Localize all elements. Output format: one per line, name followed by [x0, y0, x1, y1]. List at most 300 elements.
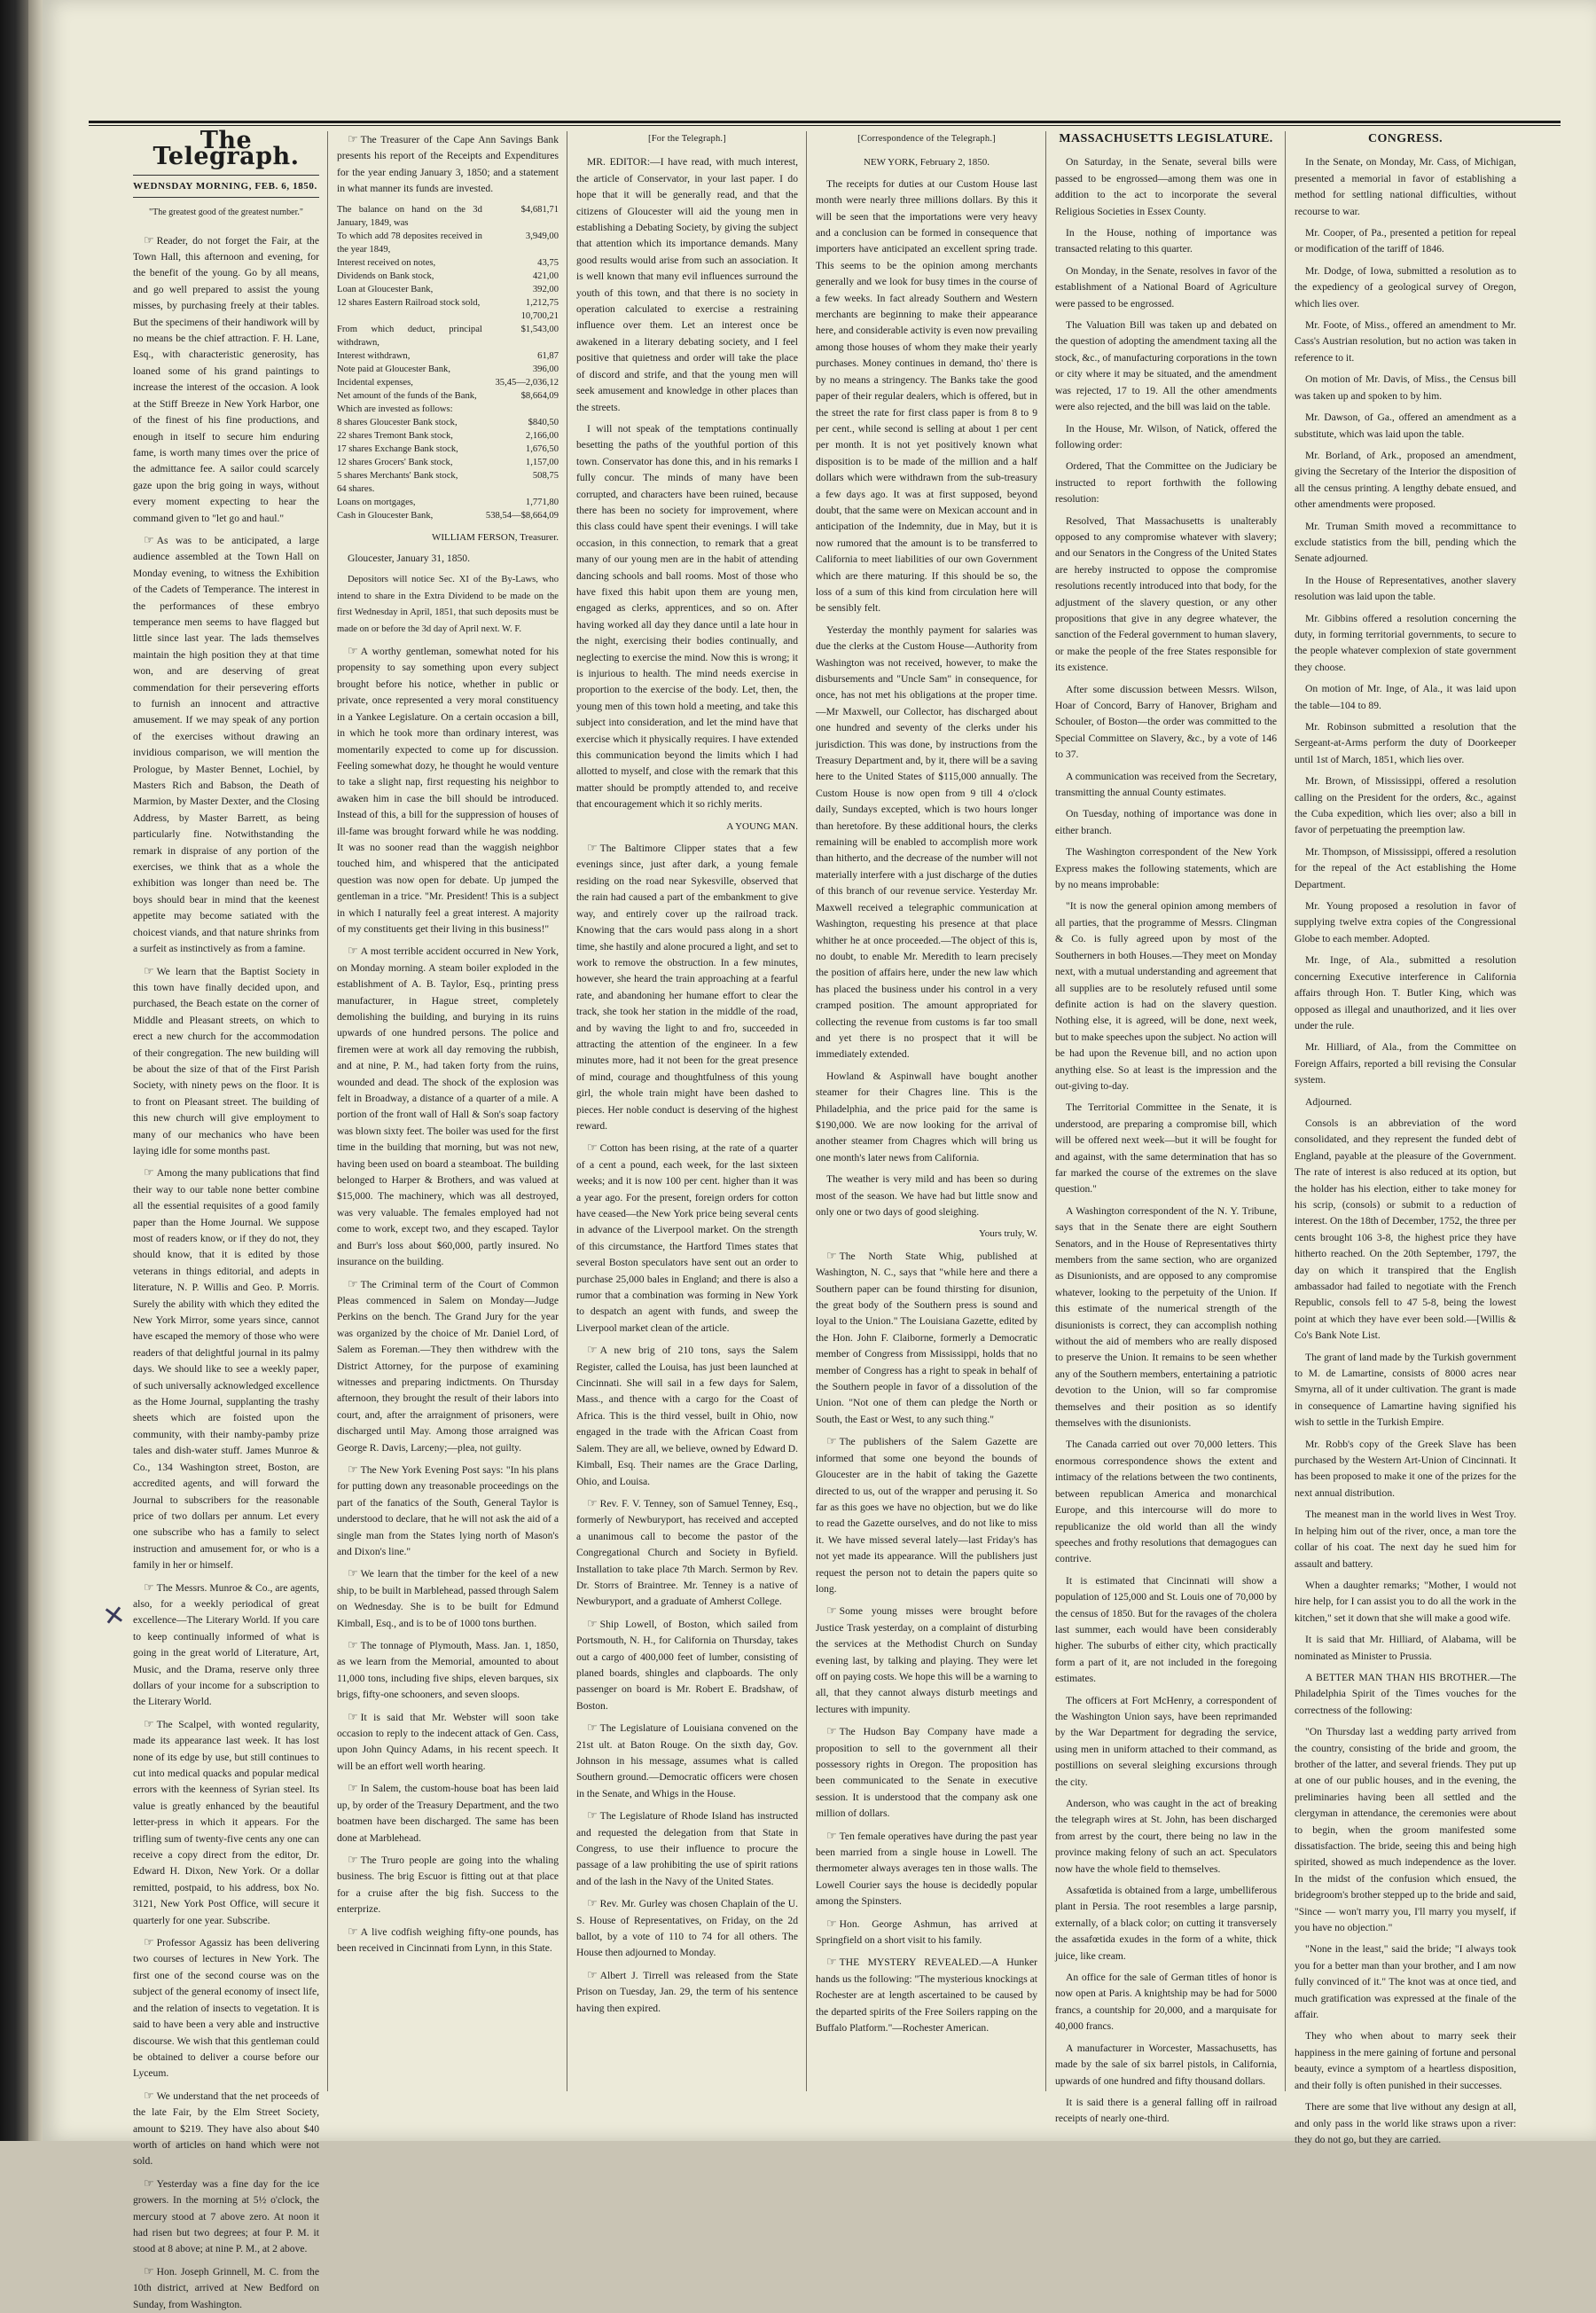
paragraph-text: On Monday, in the Senate, resolves in favor of the establishment of a National Board of Agriculture were passed to be engrossed.: [1055, 264, 1277, 310]
pointing-hand-icon: ☞: [587, 1721, 598, 1735]
article-paragraph: [1055, 459, 1277, 507]
column-5: [1055, 131, 1277, 2125]
paragraph-text: Yesterday was a fine day for the ice growers. In the morning at 5½ o'clock, the mercury stood at 7 above zero. At noon it had risen but two degrees; at four P. M. it stood at 8 above; at nine P. M., at 2 above.: [133, 2177, 319, 2255]
paragraph-text: "On Thursday last a wedding party arrived from the country, consisting of the bride and groom, the brother of the latter, and several friends. They put up at one of our public houses, and in the evening, the preliminaries having been all settled and the clergyman in attendance, the ceremonies were about to begin, when the groom manifested some dissatisfaction. The bride, seeing this and being high spirited, showed as much independence as the lover. In the midst of the confusion which ensued, the bridegroom's brother stepped up to the bride and said, "Since — won't marry you, I'll marry you myself, if you have no objection.": [1295, 1726, 1516, 1934]
paragraph-text: The grant of land made by the Turkish government to M. de Lamartine, consists of 8000 acres near Smyrna, all of it under cultivation. The grant is made in consequence of Lamartine having signified his wish to settle in the Turkish Empire.: [1295, 1351, 1516, 1429]
ledger-row: [337, 469, 559, 482]
paragraph-text: Mr. Cooper, of Pa., presented a petition for repeal or modification of the tariff of 1846.: [1295, 227, 1516, 255]
ledger-item: Loans on mortgages,: [337, 497, 416, 507]
ledger-item: 64 shares.: [337, 483, 375, 494]
correspondent-signature: Yours truly, W.: [978, 1228, 1037, 1240]
paragraph-text: An office for the sale of German titles of honor is now open at Paris. A knightship may be had for 5000 francs, a countship for 20,000, and a marquisate for 40,000 francs.: [1055, 1972, 1277, 2033]
paragraph-text: As was to be anticipated, a large audience assembled at the Town Hall on Monday evening, to witness the Exhibition of the Cadets of Temperance. The interest in the performances of these embryo temperance men seems to have flagged but little since last year. The lads themselves maintain the high position they at that time won, and are deserving of great commendation for their persevering efforts to furnish an innocent and attractive amusement. If we may speak of any portion of the exercises without drawing an invidious comparison, we will mention the Prologue, by Master Bennet, Lochiel, by Masters Rich and Babson, the Death of Marmion, by Master Dexter, and the Closing Address, by Master Barrett, as being particularly fine. Notwithstanding the remark in dispraise of any portion of the exercises, we think that as a whole the exhibition was longer than need be. The boys should bear in mind that the keenest appetite may become satiated with the choicest viands, and that nature shrinks from a surfeit as instinctively as from a famine.: [133, 534, 319, 955]
ledger-item: Interest received on notes,: [337, 257, 436, 268]
report-place-date: Gloucester, January 31, 1850.: [348, 553, 470, 565]
ledger-item: From which deduct, principal withdrawn,: [337, 324, 482, 348]
article-paragraph: [816, 1723, 1037, 1822]
paragraph-text: Mr. Foote, of Miss., offered an amendment to Mr. Cass's Austrian resolution, but no action was taken in reference to it.: [1295, 319, 1516, 364]
pointing-hand-icon: ☞: [826, 1434, 837, 1448]
letter-signature: A YOUNG MAN.: [726, 820, 798, 832]
column-4-head: [Correspondence of the Telegraph.]: [857, 134, 996, 144]
article-paragraph: [133, 1164, 319, 1573]
article-paragraph: [1055, 1796, 1277, 1878]
paragraph-text: The officers at Fort McHenry, a correspondent of the Washington Union says, have been reprimanded by the War Department for degrading the service, using men in uniform attached to their command, as postillions on several sleighing excursions through the city.: [1055, 1694, 1277, 1788]
column-3: [576, 131, 798, 2082]
ledger-amount: $8,664,09: [520, 390, 559, 401]
article-paragraph: [1295, 263, 1516, 312]
article-paragraph: [337, 1780, 559, 1846]
ledger-row: [337, 403, 559, 416]
article-paragraph: [1295, 1116, 1516, 1345]
article-paragraph: [816, 1916, 1037, 1949]
pointing-hand-icon: ☞: [826, 1603, 837, 1618]
ledger-amount: 392,00: [532, 284, 559, 294]
paragraph-text: Mr. Hilliard, of Ala., from the Committee on Foreign Affairs, reported a bill revising the Consular system.: [1295, 1041, 1516, 1086]
article-paragraph: [133, 963, 319, 1160]
paragraph-text: Yesterday the monthly payment for salaries was due the clerks at the Custom House—Authority from Washington was not received, however, to make the disbursements and "Uncle Sam" in consequence, for once, has not met his obligations at the proper time.—Mr Maxwell, our Collector, has discharged about one hundred and seventy of the clerks under his jurisdiction. This was done, by instructions from the Treasury Department and, by it, there will be a saving here to the United States of $115,000 annually. The Custom House is now open from 9 till 4 o'clock daily, Sundays excepted, which is two hours longer than heretofore. By these additional hours, the clerks remaining will be enabled to accomplish more work than hitherto, and the decrease of the number will not materially interfere with a just discharge of the duties of this branch of our revenue service. Yesterday Mr. Maxwell received a telegraphic communication at Washington, requesting his presence at that place whither he at once proceeded.—The object of this is, no doubt, to enable Mr. Meredith to learn precisely the position of affairs here, under the new law which has placed the business under his control in a very cramped position. The amount appropriated for collecting the revenue from customs is far too small and yet there is no prospect that it will be immediately extended.: [816, 623, 1037, 1061]
article-paragraph: [576, 1495, 798, 1611]
article-paragraph: [576, 840, 798, 1134]
paragraph-text: Ordered, That the Committee on the Judiciary be instructed to report forthwith the following resolution:: [1055, 460, 1277, 506]
paragraph-text: Assafœtida is obtained from a large, umbelliferous plant in Persia. The root resembles a large parsnip, externally, of a black color; on cutting it transversely the assafœtida exudes in the form of a white, thick juice, like cream.: [1055, 1885, 1277, 1962]
article-paragraph: [576, 421, 798, 813]
article-paragraph: [576, 1342, 798, 1490]
column-5-head: MASSACHUSETTS LEGISLATURE.: [1059, 132, 1273, 145]
paragraph-text: The Messrs. Munroe & Co., are agents, also, for a weekly periodical of great excellence—The Literary World. If you care to keep continually informed of what is going in the great world of Literature, Art, Music, and the Drama, reserve only three dollars of your income for a subscription to the Literary World.: [133, 1581, 319, 1708]
paragraph-text: In the House of Representatives, another slavery resolution was laid upon the table.: [1295, 574, 1516, 603]
paragraph-text: Rev. Mr. Gurley was chosen Chaplain of the U. S. House of Representatives, on Friday, on the 2d ballot, by a vote of 110 to 74 for all others. The House then adjourned to Monday.: [576, 1898, 798, 1959]
paragraph-text: It is said there is a general falling off in railroad receipts of nearly one-third.: [1055, 2096, 1277, 2125]
column-6-body: [1295, 154, 1516, 2148]
ledger-row: [337, 203, 559, 230]
ledger-row: [337, 349, 559, 363]
ledger-item: Which are invested as follows:: [337, 404, 453, 414]
bylaw-notice: Depositors will notice Sec. XI of the By-Laws, who intend to share in the Extra Dividend to be made on the first Wednesday in April, 1851, that such deposits must be made on or before the 3d day of April next. W. F.: [337, 575, 559, 634]
article-paragraph: [1295, 1670, 1516, 1719]
article-paragraph: [1055, 898, 1277, 1094]
article-paragraph: [133, 2088, 319, 2170]
pointing-hand-icon: ☞: [826, 1828, 837, 1842]
ledger-row: [337, 429, 559, 443]
paragraph-text: Mr. Brown, of Mississippi, offered a resolution calling on the President for the orders, &c., against the Cuba expedition, which lies over; also a bill in favor of perpetuating the preemption law.: [1295, 775, 1516, 836]
ledger-row: [337, 376, 559, 389]
ledger-amount: 508,75: [532, 470, 559, 481]
paragraph-text: Rev. F. V. Tenney, son of Samuel Tenney, Esq., formerly of Newburyport, has received and accepted a unanimous call to become the pastor of the Congregational Church and Society in Byfield. Installation to take place 7th March. Sermon by Rev. Dr. Storrs of Braintree. Mr. Tenney is a native of Newburyport, and a graduate of Amherst College.: [576, 1497, 798, 1608]
article-paragraph: [1295, 844, 1516, 893]
ledger-row: [337, 230, 559, 256]
pointing-hand-icon: ☞: [144, 2088, 154, 2102]
paragraph-text: Adjourned.: [1305, 1095, 1352, 1108]
binding-edge: [28, 0, 43, 2141]
article-paragraph: [1295, 1632, 1516, 1665]
paragraph-text: Consols is an abbreviation of the word consolidated, and they represent the funded debt of England, payable at the pleasure of the Government. The rate of interest is also reduced at its option, but the holder has his election, either to take money for his scrip, (consols) or submit to a reduction of interest. On the 18th of December, 1752, the three per cents brought 106 3-8, the highest price they have hitherto reached. On the 20th September, 1797, the day on which it transpired that the English ambassador had failed to negotiate with the French Republic, consols fell to 47 5-8, being the lowest point at which they have ever been sold.—[Willis & Co's Bank Note List.: [1295, 1117, 1517, 1342]
ledger-item: Loan at Gloucester Bank,: [337, 284, 434, 294]
paragraph-text: It is said that Mr. Hilliard, of Alabama, will be nominated as Minister to Prussia.: [1295, 1634, 1516, 1662]
ledger-row: [337, 509, 559, 522]
article-paragraph: [576, 1807, 798, 1890]
pointing-hand-icon: ☞: [587, 1141, 598, 1155]
paragraph-text: Professor Agassiz has been delivering two courses of lectures in New York. The first one of the second course was on the subject of the general economy of insect life, and the relation of insects to vegetation. It is said to have been a very able and instructive discourse. We wish that this gentleman could be obtained to deliver a course before our Lyceum.: [133, 1937, 319, 2080]
article-paragraph: [337, 1709, 559, 1776]
paragraph-text: "It is now the general opinion among members of all parties, that the programme of Messrs. Clingman & Co. is fully agreed upon by most of the Southerners in both Houses.—They meet on Monday next, with a mutual understanding and agreement that all supplies are to be resolutely refused until some definite action is had on the slavery question. Nothing else, it is agreed, will be done, next week, but to make speeches upon the subject. No action will be had upon the Revenue bill, and no action upon anything else. So at least is the impression and the out-giving to-day.: [1055, 900, 1277, 1092]
ledger-row: [337, 283, 559, 296]
ledger-row: [337, 496, 559, 509]
column-4-body: [816, 1248, 1037, 2037]
article-paragraph: [1055, 225, 1277, 258]
ledger-row: [337, 482, 559, 496]
paragraph-text: Mr. Borland, of Ark., proposed an amendment, giving the Secretary of the Interior the disposition of all the census printing. A lengthy debate ensued, and other amendments were proposed.: [1295, 449, 1516, 511]
paragraph-text: Hon. Joseph Grinnell, M. C. from the 10th district, arrived at New Bedford on Sunday, from Washington.: [133, 2265, 319, 2310]
article-paragraph: [1055, 1437, 1277, 1567]
article-paragraph: [1055, 1883, 1277, 1964]
article-paragraph: [1055, 2095, 1277, 2128]
article-paragraph: [576, 154, 798, 416]
paragraph-text: Mr. Dawson, of Ga., offered an amendment as a substitute, which was laid upon the table.: [1295, 412, 1516, 440]
ledger-row: [337, 310, 559, 323]
article-paragraph: [1295, 681, 1516, 714]
paragraph-text: In the Senate, on Monday, Mr. Cass, of Michigan, presented a memorial in favor of establishing a method for settling national difficulties, without recourse to war.: [1295, 156, 1516, 217]
ledger-row: [337, 270, 559, 283]
ledger-item: 5 shares Merchants' Bank stock,: [337, 470, 458, 481]
column-2-body: [337, 643, 559, 1956]
pointing-hand-icon: ☞: [144, 2263, 154, 2278]
paragraph-text: Mr. Gibbins offered a resolution concerning the duty, in forming territorial governments, to secure to the people whatever complexion of state government they choose.: [1295, 612, 1516, 673]
pointing-hand-icon: ☞: [587, 1896, 598, 1910]
ledger-item: 22 shares Tremont Bank stock,: [337, 430, 453, 441]
motto: "The greatest good of the greatest number.": [149, 208, 303, 218]
article-paragraph: [1055, 1573, 1277, 1688]
article-paragraph: [1055, 844, 1277, 893]
paragraph-text: They who when about to marry seek their happiness in the mere gaining of fortune and personal beauty, evince a symptom of a heartless disposition, and their folly is often punished in their successes.: [1295, 2030, 1516, 2091]
article-paragraph: [816, 1603, 1037, 1718]
ledger-row: [337, 256, 559, 270]
article-paragraph: [1295, 448, 1516, 514]
article-paragraph: [1055, 1693, 1277, 1791]
ledger-item: 8 shares Gloucester Bank stock,: [337, 417, 458, 427]
article-paragraph: [1055, 263, 1277, 312]
article-paragraph: [1295, 372, 1516, 404]
paragraph-text: The publishers of the Salem Gazette are informed that some one beyond the bounds of Gloucester are in the habit of taking the Gazette directed to us, out of the wrapper and perusing it. So far as this goes we have no objection, but we do like to read the Gazette ourselves, and do not like to miss it. We have missed several lately—last Friday's has not yet made its appearance. Will the publishers just request the person not to detain the papers quite so long.: [816, 1436, 1037, 1595]
article-paragraph: [1055, 1100, 1277, 1197]
paragraph-text: A BETTER MAN THAN HIS BROTHER.—The Philadelphia Spirit of the Times vouches for the correctness of the following:: [1295, 1671, 1516, 1716]
paragraph-text: "None in the least," said the bride; "I always took you for a better man than your brother, and I am now fully convinced of it." The knot was at once tied, and much gratification was expressed at the finale of the affair.: [1295, 1943, 1516, 2021]
article-paragraph: [1055, 1204, 1277, 1432]
paragraph-text: The New York Evening Post says: "In his plans for putting down any treasonable proceedings on the part of the fanatics of the South, General Taylor is understood to declare, that he will not ask the aid of a single man from the States lying north of Mason's and Dixon's line.": [337, 1463, 559, 1557]
article-paragraph: [1295, 1039, 1516, 1088]
paragraph-text: Anderson, who was caught in the act of breaking the telegraph wires at St. John, has been discharged from arrest by the court, there being no law in the province making felony of such an act. Speculators now have the whole field to themselves.: [1055, 1798, 1277, 1875]
paragraph-text: A manufacturer in Worcester, Massachusetts, has made by the sale of six barrel pistols, in California, upwards of one hundred and fifty thousand dollars.: [1055, 2042, 1277, 2087]
paragraph-text: We learn that the timber for the keel of a new ship, to be built in Marblehead, passed through Salem on Wednesday. She is to be built for Edmund Kimball, Esq., and is to be of 1000 tons burthen.: [337, 1568, 559, 1629]
column-1-body: [133, 232, 319, 2313]
pointing-hand-icon: ☞: [348, 1276, 358, 1290]
article-paragraph: [337, 943, 559, 1270]
paragraph-text: Ship Lowell, of Boston, which sailed from Portsmouth, N. H., for California on Thursday, takes out a cargo of 400,000 feet of lumber, consisting of planed boards, shingles and clapboards. The only passenger on board is Mr. Robert E. Bradshaw, of Boston.: [576, 1618, 798, 1712]
paragraph-text: In Salem, the custom-house boat has been laid up, by order of the Treasury Department, and the two boatmen have been discharged. The same has been done at Marblehead.: [337, 1783, 559, 1844]
article-paragraph: [576, 1967, 798, 2017]
ledger-item: Cash in Gloucester Bank,: [337, 510, 434, 521]
paragraph-text: A new brig of 210 tons, says the Salem Register, called the Louisa, has just been launched at Cincinnati. She will sail in a few days for Salem, Mass., and thence with a cargo for the Coast of Africa. This is the third vessel, built in Ohio, now engaged in the trade with the African Coast from Salem. They are all, we believe, owned by Edward D. Kimball, Esq. Their names are the Grace Darling, Ohio, and Louisa.: [576, 1345, 798, 1487]
paragraph-text: Howland & Aspinwall have bought another steamer for their Chagres line. This is the Philadelphia, and the price paid for the same is $190,000. We are now looking for the arrival of another steamer from Chagres which will bring us one month's later news from California.: [816, 1070, 1037, 1164]
ledger-item: Incidental expenses,: [337, 377, 413, 388]
pointing-hand-icon: ☞: [144, 232, 154, 247]
ledger-item: [337, 310, 482, 323]
paragraph-text: The Valuation Bill was taken up and debated on the question of adopting the amendment taxing all the stock, &c., of manufacturing corporations in the town or city where it may be situated, and the amendment was rejected, 17 to 19. All the other amendments were also rejected, and the bill was laid on the table.: [1055, 319, 1277, 413]
article-paragraph: [1295, 611, 1516, 677]
paragraph-text: In the House, nothing of importance was transacted relating to this quarter.: [1055, 227, 1277, 255]
ledger-row: [337, 296, 559, 310]
article-paragraph: [816, 1069, 1037, 1166]
dateline: WEDNSDAY MORNING, FEB. 6, 1850.: [133, 175, 319, 198]
pointing-hand-icon: ☞: [144, 2176, 154, 2190]
ledger-amount: 1,676,50: [525, 443, 559, 454]
ledger-row: [337, 323, 559, 349]
column-rule: [327, 131, 328, 2091]
paragraph-text: I will not speak of the temptations continually besetting the paths of the youthful portion of this town. Conservator has done this, and in his remarks I fully concur. The minds of many have been corrupted, and characters have been ruined, because there has been no society for improvement, where this class could have spent their evenings. I will take occasion, in this connection, to remark that a great many of our young men are in the habit of attending dancing schools and ball rooms. Most of those who have fixed this habit upon them are young men, engaged as clerks, apprentices, and so on. After having worked all day they dance until a late hour in the night, exercising their bodies continually, and neglecting to exercise the mind. Now this is wrong; it is injurious to health. The mind needs exercise in proportion to the exercise of the body. Let, then, the young men of this town hold a meeting, and take this subject into consideration, and let the mind have that exercise which it physically requires. I have extended this communication beyond the limits which I had allotted to myself, and close with the remark that this matter should be promptly attended to, and receive that encouragement which it so richly merits.: [576, 422, 798, 811]
ledger-amount: 1,212,75: [525, 297, 559, 308]
article-paragraph: [816, 1172, 1037, 1220]
article-paragraph: [1295, 2099, 1516, 2148]
ledger-amount: 43,75: [537, 257, 559, 268]
article-paragraph: [1055, 318, 1277, 415]
article-paragraph: [1055, 421, 1277, 454]
ledger-item: 12 shares Eastern Railroad stock sold,: [337, 297, 481, 308]
correspondence-dateline: NEW YORK, February 2, 1850.: [863, 157, 990, 169]
article-paragraph: [133, 1716, 319, 1929]
paragraph-text: A live codfish weighing fifty-one pounds, has been received in Cincinnati from Lynn, in this State.: [337, 1925, 559, 1954]
ledger-amount: 61,87: [537, 350, 559, 361]
article-paragraph: [1295, 410, 1516, 443]
column-2: [337, 131, 559, 2082]
pointing-hand-icon: ☞: [587, 1616, 598, 1630]
pointing-hand-icon: ☞: [348, 1709, 358, 1723]
article-paragraph: [133, 2263, 319, 2313]
treasurer-signature: WILLIAM FERSON, Treasurer.: [432, 531, 559, 543]
paragraph-text: Some young misses were brought before Justice Trask yesterday, on a complaint of disturbing the services at the Methodist Church on Sunday evening last, by talking and playing. They were let off on paying costs. We hope this will be a warning to all, that they cannot always disturb meetings and lectures with impunity.: [816, 1605, 1037, 1715]
pointing-hand-icon: ☞: [348, 1924, 358, 1938]
paragraph-text: Reader, do not forget the Fair, at the Town Hall, this afternoon and evening, for the benefit of the young. Go by all means, and go well prepared to assist the young misses, by purchasing freely at their tables. But the specimens of their handiwork will by no means be the chief attraction. F. H. Lane, Esq., with characteristic generosity, has loaned some of his grand paintings to increase the interest of the occasion. A look at the Stiff Breeze in New York Harbor, one of the finest of his fine productions, and enough in itself to secure him enduring fame, is worth many times over the price of the admittance fee. A sailor could scarcely gaze upon the brig going in ways, without every moment expecting to hear the command given to "let go and haul.": [133, 234, 319, 524]
column-rule: [1045, 131, 1046, 2091]
ledger-item: 17 shares Exchange Bank stock,: [337, 443, 458, 454]
paragraph-text: Mr. Thompson, of Mississippi, offered a resolution for the repeal of the Act establishing the Home Department.: [1295, 845, 1516, 890]
bank-report-intro: ☞ The Treasurer of the Cape Ann Savings Bank presents his report of the Receipts and Expenditures for the year ending January 3, 1850; and a statement in what manner its funds are invested.: [337, 132, 559, 195]
pointing-hand-icon: ☞: [826, 1955, 837, 1969]
paragraph-text: On Saturday, in the Senate, several bills were passed to be engrossed—among them was one in addition to the act to incorporate the several Religious Societies in Essex County.: [1055, 156, 1277, 217]
paragraph-text: We learn that the Baptist Society in this town have finally decided upon, and purchased, the Beach estate on the corner of Middle and Pleasant streets, on which to erect a new church for the accommodation of their congregation. The new building will be about the size of that of the First Parish Society, with ninety pews on the floor. It is to front on Pleasant street. The building of this new church will give employment to many of our mechanics who have been laying idle for some months past.: [133, 965, 319, 1156]
masthead-title: The Telegraph.: [153, 127, 300, 171]
article-paragraph: [816, 176, 1037, 617]
paragraph-text: Cotton has been rising, at the rate of a quarter of a cent a pound, each week, for the last sixteen weeks; and it is now 100 per cent. higher than it was a year ago. For the present, foreign orders for cotton have ceased—the New York price being several cents in advance of the Liverpool market. On the strength of this circumstance, the Hartford Times states that several Boston speculators have sent out an order to purchase 25,000 bales in England; and there is also a rumor that a combination was forming in New York to despatch an agent with funds, and sweep the Liverpool market clean of the article.: [576, 1142, 798, 1334]
paragraph-text: Mr. Robb's copy of the Greek Slave has been purchased by the Western Art-Union of Cincinnati. It has been proposed to make it one of the prizes for the next annual distribution.: [1295, 1438, 1516, 1499]
book-binding: [0, 0, 28, 2141]
article-paragraph: [133, 232, 319, 527]
article-paragraph: [1295, 1094, 1516, 1110]
pointing-hand-icon: ☞: [144, 532, 154, 546]
column-3-head: [For the Telegraph.]: [648, 134, 726, 144]
pointing-hand-icon: ☞: [144, 963, 154, 977]
paragraph-text: The receipts for duties at our Custom House last month were nearly three millions dollars. By this it will be seen that the importations were very heavy and a conclusion can be formed in consequence that importers have anticipated an excellent spring trade. This seems to be the opinion among merchants generally and we look for busy times in the course of a few weeks. In fact already Southern and Western merchants are beginning to make their appearance here, and considerable activity is even now prevailing among those houses of whom they make their yearly purchases. Money continues in demand, tho' there is by no means a stringency. The Banks take the good paper of their regular dealers, which is offered, but in the street the rate for first class paper is from 8 to 9 per cent., while second is selling at about 1 per cent per month. It is not yet positively known what disposition is to be made of the million and a half dollars which were withdrawn from the sub-treasury a few days ago. It was at first supposed, beyond doubt, that the same were on Mexican account and in anticipation of the Indemnity, due in May, but it is now rumored that the amount is to be transferred to California to meet liabilities of our own Government which are there maturing. If this should be so, the loss of a sum of this kind from circulation here will be sensibly felt.: [816, 177, 1037, 615]
ledger-amount: $4,681,71: [520, 204, 559, 215]
top-rule: [89, 121, 1561, 123]
paragraph-text: The Territorial Committee in the Senate, it is understood, are preparing a compromise bill, which will be offered next week—but it will be fought for and against, with the same determination that has so far marked the course of the extremes on the slave question.": [1055, 1102, 1277, 1196]
column-4: [816, 131, 1037, 2082]
pointing-hand-icon: ☞: [587, 1808, 598, 1823]
pointing-hand-icon: ☞: [348, 644, 358, 658]
paragraph-text: Among the many publications that find their way to our table none better combine all the essential requisites of a good family paper than the Home Journal. We suppose most of readers know, or if they do not, they should know, that it is edited by those veterans in things editorial, and adepts in literature, N. P. Willis and Geo. P. Morris. Surely the ability with which they edited the New York Mirror, some years since, cannot have escaped the memory of those who were readers of that delightful journal in its palmy days. We should like to see a weekly paper, of such universally acknowledged excellence as the Home Journal, supplanting the trashy sheets which are foisted upon the community, with their namby-pamby prize tales and dish-water stuff. James Munroe & Co., 134 Washington street, Boston, are accredited agents, and will forward the Journal to subscribers for the reasonable price of two dollars per annum. Let every one subscribe who has a family to select instruction and amusement for, or who is a family in her or himself.: [133, 1167, 319, 1572]
ledger-amount: $840,50: [528, 417, 559, 427]
article-paragraph: [133, 532, 319, 958]
ledger-item: Interest withdrawn,: [337, 350, 411, 361]
ledger-amount: 1,771,80: [525, 497, 559, 507]
pointing-hand-icon: ☞: [826, 1916, 837, 1930]
article-paragraph: [337, 643, 559, 937]
article-paragraph: [1055, 154, 1277, 220]
article-paragraph: [337, 1462, 559, 1560]
paragraph-text: A most terrible accident occurred in New York, on Monday morning. A steam boiler exploded in the establishment of A. B. Taylor, Esq., printing press manufacturer, in Hague street, completely demolishing the building, and burying in its ruins upwards of one hundred persons. The police and firemen were at work all day removing the rubbish, and at nine, P. M., had taken forty from the ruins, wounded and dead. The shock of the explosion was felt in Broadway, a distance of a quarter of a mile. A portion of the front wall of Hall & Son's soap factory was blown sixty feet. The boiler was used for the first time in the building that morning, but was not new, having been used on board a steamboat. The building belonged to Harper & Brothers, and was valued at $15,000. The machinery, which was all destroyed, was very valuable. The females employed had not come to work, except two, and they escaped. Taylor and Burr's loss about $60,000, partly insured. No insurance on the building.: [337, 945, 559, 1268]
paragraph-text: In the House, Mr. Wilson, of Natick, offered the following order:: [1055, 422, 1277, 451]
paragraph-text: The Baltimore Clipper states that a few evenings since, just after dark, a young female residing on the road near Sykesville, observed that the rain had caused a part of the embankment to give way, and entirely cover up the railroad track. Knowing that the cars would pass along in a short time, she hastily and alone procured a light, and set to work to remove the obstruction. In a few minutes, however, she heard the train approaching at a fearful rate, and abandoning her humane effort to clear the track, she took her station in the middle of the road, and by waving the light to and fro, succeeded in attracting the attention of the engineer. In a few minutes more, had it not been for the great presence of mind, courage and thoughtfulness of this young girl, the whole train might have been dashed to pieces. Her noble conduct is deserving of the highest reward.: [576, 843, 798, 1132]
pointing-hand-icon: ☞: [587, 841, 598, 855]
pointing-hand-icon: ☞: [348, 1781, 358, 1795]
article-paragraph: [133, 1934, 319, 2082]
article-paragraph: [1055, 1970, 1277, 2035]
ledger-amount: 1,157,00: [525, 457, 559, 467]
article-paragraph: [1295, 225, 1516, 258]
ledger-row: [337, 363, 559, 376]
column-6-head: CONGRESS.: [1367, 132, 1443, 145]
article-paragraph: [1295, 1507, 1516, 1572]
paragraph-text: We understand that the net proceeds of the late Fair, by the Elm Street Society, amount to $219. They have also about $40 worth of articles on hand which were not sold.: [133, 2090, 319, 2168]
article-paragraph: [816, 1828, 1037, 1910]
paragraph-text: Albert J. Tirrell was released from the State Prison on Tuesday, Jan. 29, the term of his sentence having then expired.: [576, 1969, 798, 2014]
column-5-body: [1055, 154, 1277, 2127]
paragraph-text: A worthy gentleman, somewhat noted for his propensity to say something upon every subject brought before his notice, whether in public or private, once represented a very moral constituency in a Yankee Legislature. On a certain occasion a bill, in which he took more than ordinary interest, was momentarily expected to come up for discussion. Feeling somewhat dozy, he thought he would venture to take a slight nap, first requesting his neighbor to awaken him in case the bill should be introduced. Instead of this, a bill for the suppression of houses of ill-fame was brought forward while he was nodding. It was no sooner read than the waggish neighbor touched him, and whispered that the anticipated question was now open for debate. Up jumped the gentleman in a trice. "Mr. President! This is a subject in which I naturally feel a great interest. A majority of my constituents get their living in this business!": [337, 646, 559, 935]
paragraph-text: Resolved, That Massachusetts is unalterably opposed to any compromise whatever with slavery; and our Senators in the Congress of the United States are hereby instructed to oppose the compromise resolutions recently introduced into that body, for the adjustment of the slavery question, or any other propositions that give in any degree whatever, the sanction of the Federal government to human slavery, or make the people of the free States responsible for its existence.: [1055, 514, 1277, 674]
paragraph-text: Ten female operatives have during the past year been married from a single house in Lowell. The thermometer always averages ten in those walls. The Lowell Courier says the house is decidedly popular among the Spinsters.: [816, 1830, 1037, 1908]
article-paragraph: [1295, 898, 1516, 947]
ledger-amount: 421,00: [532, 271, 559, 281]
article-paragraph: [337, 1565, 559, 1632]
paragraph-text: The Hudson Bay Company have made a proposition to sell to the government all their possessory rights in Oregon. The proposition has been communicated to the Senate in executive session. It is understood that the company ask one million of dollars.: [816, 1726, 1037, 1820]
paragraph-text: After some discussion between Messrs. Wilson, Hoar of Concord, Barry of Hanover, Brigham and Schouler, of Boston—the order was committed to the Special Committee on Slavery, &c., by a vote of 146 to 37.: [1055, 683, 1277, 761]
article-paragraph: [576, 1720, 798, 1802]
ledger-row: [337, 456, 559, 469]
pointing-hand-icon: ☞: [826, 1248, 837, 1262]
ledger-amount: [482, 403, 559, 416]
pointing-hand-icon: ☞: [587, 1495, 598, 1509]
top-rule-thin: [89, 125, 1561, 126]
article-paragraph: [1295, 719, 1516, 768]
article-paragraph: [576, 1616, 798, 1714]
pointing-hand-icon: ☞: [348, 1566, 358, 1580]
article-paragraph: [816, 1248, 1037, 1428]
article-paragraph: [1295, 1350, 1516, 1431]
paragraph-text: The meanest man in the world lives in West Troy. In helping him out of the river, once, a man tore the collar of his coat. The next day he sued him for assault and battery.: [1295, 1509, 1516, 1570]
article-paragraph: [816, 1954, 1037, 2036]
ledger-item: Net amount of the funds of the Bank,: [337, 390, 477, 401]
article-paragraph: [576, 1140, 798, 1337]
ledger-amount: 35,45—2,036,12: [495, 377, 559, 388]
paragraph-text: Hon. George Ashmun, has arrived at Springfield on a short visit to his family.: [816, 1917, 1037, 1947]
ledger-amount: 396,00: [532, 364, 559, 374]
ledger-item: Note paid at Gloucester Bank,: [337, 364, 450, 374]
column-6: [1295, 131, 1517, 2145]
article-paragraph: [1295, 519, 1516, 568]
article-paragraph: [1055, 806, 1277, 839]
pointing-hand-icon: ☞: [144, 1165, 154, 1180]
paragraph-text: The Legislature of Louisiana convened on the 21st ult. at Baton Rouge. On the sixth day, Gov. Johnson in his message, assumes what is called Southern ground.—Democratic officers were chosen in the Senate, and Whigs in the House.: [576, 1722, 798, 1799]
ledger-item: Dividends on Bank stock,: [337, 271, 434, 281]
paragraph-text: When a daughter remarks; "Mother, I would not hire help, for I can assist you to do all the work in the kitchen," set it down that she will make a good wife.: [1295, 1579, 1516, 1624]
paragraph-text: There are some that live without any design at all, and only pass in the world like straws upon a river: they do not go, but they are carried.: [1295, 2101, 1516, 2145]
article-paragraph: [576, 1895, 798, 1962]
ledger-item: The balance on hand on the 3d January, 1849, was: [337, 204, 482, 228]
paragraph-text: The Truro people are going into the whaling business. The brig Escuor is fitting out at that place for a cruise after the big fish. Success to the enterprize.: [337, 1854, 559, 1916]
paragraph-text: The tonnage of Plymouth, Mass. Jan. 1, 1850, as we learn from the Memorial, amounted to about 11,000 tons, including five ships, eleven barques, six brigs, fifty-one schooners, and seven sloops.: [337, 1640, 559, 1701]
pointing-hand-icon: ☞: [826, 1724, 837, 1738]
paragraph-text: The Washington correspondent of the New York Express makes the following statements, which are by no means improbable:: [1055, 846, 1277, 891]
ledger-amount: $1,543,00: [520, 324, 559, 334]
paragraph-text: Mr. Truman Smith moved a recommittance to exclude statistics from the bill, pending which the Senate adjourned.: [1295, 520, 1516, 565]
article-paragraph: [1295, 773, 1516, 839]
article-paragraph: [1295, 2028, 1516, 2094]
ledger-row: [337, 389, 559, 403]
letter-to-editor: [576, 154, 798, 812]
article-paragraph: [1295, 1437, 1516, 1502]
article-paragraph: [1295, 1578, 1516, 1627]
ledger-amount: [482, 482, 559, 496]
pointing-hand-icon: ☞: [144, 1716, 154, 1730]
new-york-letter: [816, 176, 1037, 1221]
article-paragraph: [337, 1852, 559, 1918]
article-paragraph: [1295, 573, 1516, 606]
pointing-hand-icon: ☞: [348, 1852, 358, 1866]
article-paragraph: [816, 623, 1037, 1063]
article-paragraph: [1295, 953, 1516, 1034]
ledger-item: 12 shares Grocers' Bank stock,: [337, 457, 453, 467]
ledger-row: [337, 443, 559, 456]
paragraph-text: The Scalpel, with wonted regularity, made its appearance last week. It has lost none of its edge by use, but still continues to cut into medical quacks and popular medical errors with the keenness of Syrian steel. Its value is greatly enhanced by the beautiful letter-press in which it appears. For the trifling sum of twenty-five cents any one can receive a copy direct from the editor, Dr. Edward H. Dixon, New York. Or a dollar remitted, postpaid, to his address, box No. 3121, New York Post Office, will secure it quarterly for one year. Subscribe.: [133, 1718, 319, 1926]
paragraph-text: The North State Whig, published at Washington, N. C., says that "while here and there a Southern paper can be found thirsting for disunion, the great body of the Southern press is sound and loyal to the Union." The Louisiana Gazette, edited by the Hon. John F. Claiborne, formerly a Democratic member of Congress from Mississippi, holds that no member of Congress has a right to speak in behalf of the Southern people in favor of a dissolution of the Union. "Not one of them can pledge the North or South, the East or West, to any such thing.": [816, 1250, 1037, 1425]
column-1: [133, 127, 319, 2310]
article-paragraph: [1295, 318, 1516, 366]
paragraph-text: Mr. Dodge, of Iowa, submitted a resolution as to the expediency of a geological survey of Oregon, which lies over.: [1295, 264, 1516, 310]
article-paragraph: [1295, 1724, 1516, 1936]
paragraph-text: The Canada carried out over 70,000 letters. This enormous correspondence shows the extent and intimacy of the relations between the two continents, between republican America and monarchical Europe, and this intercourse will do more to republicanize the old world than all the windy speeches and frothy resolutions that demagogues can contrive.: [1055, 1439, 1277, 1565]
paragraph-text: It is said that Mr. Webster will soon take occasion to reply to the indecent attack of Gen. Cass, upon John Quincy Adams, in his recent speech. It will be an effort well worth hearing.: [337, 1711, 559, 1772]
pointing-hand-icon: ☞: [348, 1638, 358, 1652]
ledger-amount: 3,949,00: [525, 231, 559, 241]
column-rule: [806, 131, 807, 2091]
ledger-item: To which add 78 deposites received in the year 1849,: [337, 231, 482, 255]
article-paragraph: [133, 2176, 319, 2258]
paragraph-text: MR. EDITOR:—I have read, with much interest, the article of Conservator, in your last paper. I do hope that it will be generally read, and that the citizens of Gloucester will aid the young men in establishing a Debating Society, by giving the subject that attention which its importance demands. Many good results would arise from such an association. It is well known that many evil influences surround the youth of this town, and that there is no society in operation calculated to exercise a restraining influence over them. Let an interest once be awakened in a literary debating society, and I feel positive that quietness and order will take the place of discord and strife, and that the young men will seek amusement and knowledge in other places than the streets.: [576, 156, 798, 413]
paragraph-text: A Washington correspondent of the N. Y. Tribune, says that in the Senate there are eight Southern Senators, and in the House of Representatives thirty members from the same section, who are organized as Disunionists, and are opposed to any compromise whatever, looking to the perpetuity of the Union. If this estimate of the numerical strength of the disunionists is correct, they can accomplish nothing without the aid of members who are really disposed to preserve the Union. It remains to be seen whether any of the Southern members, entertaining a patriotic devotion to the Union, will so far compromise themselves and their position as so identify themselves with the disunionists.: [1055, 1204, 1277, 1430]
pointing-hand-icon: ☞: [587, 1967, 598, 1981]
pointing-hand-icon: ☞: [587, 1343, 598, 1357]
paragraph-text: On motion of Mr. Davis, of Miss., the Census bill was taken up and spoken to by him.: [1295, 373, 1516, 402]
paragraph-text: THE MYSTERY REVEALED.—A Hunker hands us the following: "The mysterious knockings at Rochester are at length ascertained to be caused by the departed spirits of the Free Soilers rapping on the Buffalo Platform."—Rochester American.: [816, 1956, 1037, 2035]
ledger-row: [337, 416, 559, 429]
paragraph-text: Mr. Robinson submitted a resolution that the Sergeant-at-Arms perform the duty of Doorkeeper until 1st of March, 1851, which lies over.: [1295, 721, 1516, 765]
ledger-amount: 2,166,00: [525, 430, 559, 441]
paragraph-text: On motion of Mr. Inge, of Ala., it was laid upon the table—104 to 89.: [1295, 683, 1516, 711]
pointing-hand-icon: ☞: [348, 944, 358, 958]
paragraph-text: A communication was received from the Secretary, transmitting the annual County estimates.: [1055, 770, 1277, 799]
article-paragraph: [337, 1637, 559, 1704]
ledger-amount: 538,54—$8,664,09: [485, 510, 559, 521]
column-3-body: [576, 840, 798, 2017]
column-rule: [1285, 131, 1286, 2091]
